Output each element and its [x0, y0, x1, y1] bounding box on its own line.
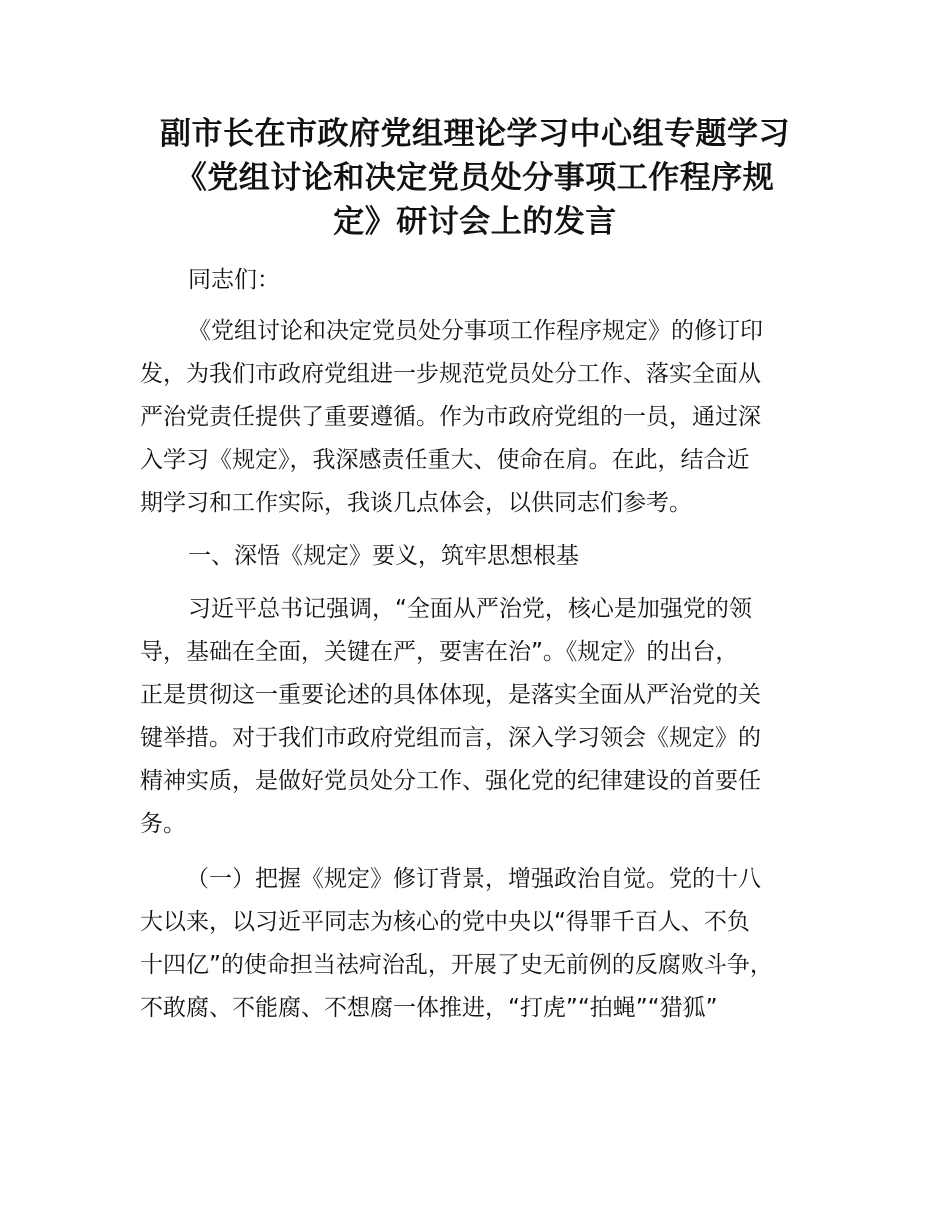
document-title [120, 112, 830, 244]
paragraph-line: 正是贯彻这一重要论述的具体体现，是落实全面从严治党的关 [140, 682, 761, 708]
paragraph-line: 务。 [140, 811, 186, 837]
paragraph-line: 发，为我们市政府党组进一步规范党员处分工作、落实全面从 [140, 361, 761, 387]
paragraph-line: 入学习《规定》，我深感责任重大、使命在肩。在此，结合近 [140, 447, 750, 473]
paragraph-line: 精神实质，是做好党员处分工作、强化党的纪律建设的首要任 [140, 768, 761, 794]
paragraph-line: 习近平总书记强调，“全面从严治党，核心是加强党的领 [188, 596, 752, 622]
paragraph-line: 《党组讨论和决定党员处分事项工作程序规定》的修订印 [188, 318, 763, 344]
paragraph-intro [140, 310, 830, 525]
paragraph-section-1 [140, 588, 830, 846]
paragraph-line: 不敢腐、不能腐、不想腐一体推进，“打虎”“拍蝇”“猎狐” [140, 995, 718, 1021]
paragraph-line: 大以来，以习近平同志为核心的党中央以“得罪千百人、不负 [140, 909, 750, 935]
paragraph-subsection-1 [140, 858, 830, 1030]
section-heading-1 [140, 535, 830, 578]
paragraph-line: 键举措。对于我们市政府党组而言，深入学习领会《规定》的 [140, 725, 761, 751]
paragraph-line: 导，基础在全面，关键在严，要害在治”。《规定》的出台， [140, 639, 739, 665]
paragraph-line: 期学习和工作实际，我谈几点体会，以供同志们参考。 [140, 490, 692, 516]
section-heading-text: 一、深悟《规定》要义，筑牢思想根基 [188, 543, 579, 569]
title-line: 《党组讨论和决定党员处分事项工作程序规 [175, 160, 775, 196]
paragraph-line: 严治党责任提供了重要遵循。作为市政府党组的一员，通过深 [140, 404, 761, 430]
paragraph-line: 十四亿”的使命担当祛疴治乱，开展了史无前例的反腐败斗争， [140, 952, 773, 978]
paragraph-line: （一）把握《规定》修订背景，增强政治自觉。党的十八 [186, 866, 761, 892]
salutation-text: 同志们： [188, 267, 280, 293]
salutation [140, 259, 830, 302]
title-line: 副市长在市政府党组理论学习中心组专题学习 [160, 116, 790, 152]
title-line: 定》研讨会上的发言 [333, 204, 617, 240]
